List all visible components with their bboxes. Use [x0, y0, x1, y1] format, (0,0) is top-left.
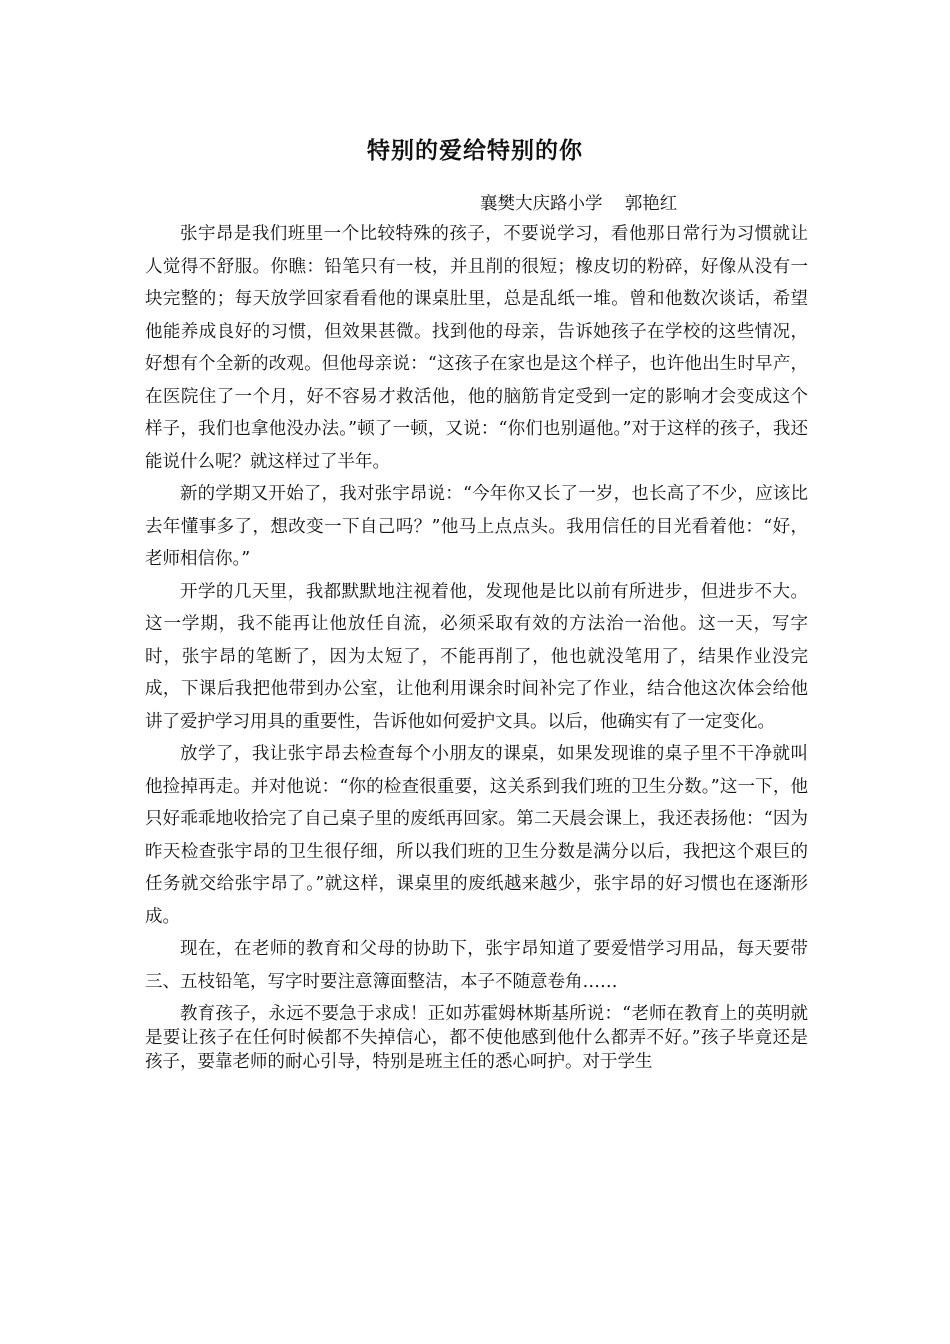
- paragraph: 教育孩子，永远不要急于求成！正如苏霍姆林斯基所说：“老师在教育上的英明就是要让孩子在任何时候都不失掉信心，都不使他感到他什么都弄不好。”孩子毕竟还是孩子，要靠老师的耐心引导，特别是班主任的悉心呵护。对于学生: [145, 1004, 808, 1072]
- paragraph: 放学了，我让张宇昂去检查每个小朋友的课桌，如果发现谁的桌子里不干净就叫他捡掉再走。并对他说：“你的检查很重要，这关系到我们班的卫生分数。”这一下，他只好乖乖地收拾完了自己桌子里的废纸再回家。第二天晨会课上，我还表扬他：“因为昨天检查张宇昂的卫生很仔细，所以我们班的卫生分数是满分以后，我把这个艰巨的任务就交给张宇昂了。”就这样，课桌里的废纸越来越少，张宇昂的好习惯也在逐渐形成。: [145, 744, 808, 927]
- paragraph: 张宇昂是我们班里一个比较特殊的孩子，不要说学习，看他那日常行为习惯就让人觉得不舒服。你瞧：铅笔只有一枝，并且削的很短；橡皮切的粉碎，好像从没有一块完整的；每天放学回家看看他的课桌肚里，总是乱纸一堆。曾和他数次谈话，希望他能养成良好的习惯，但效果甚微。找到他的母亲，告诉她孩子在学校的这些情况，好想有个全新的改观。但他母亲说：“这孩子在家也是这个样子，也许他出生时早产，在医院住了一个月，好不容易才救活他，他的脑筋肯定受到一定的影响才会变成这个样子，我们也拿他没办法。”顿了一顿，又说：“你们也别逼他。”对于这样的孩子，我还能说什么呢？就这样过了半年。: [145, 224, 808, 472]
- paragraph: 新的学期又开始了，我对张宇昂说：“今年你又长了一岁，也长高了不少，应该比去年懂事多了，想改变一下自己吗？”他马上点点头。我用信任的目光看着他：“好，老师相信你。”: [145, 484, 808, 569]
- paragraph: 开学的几天里，我都默默地注视着他，发现他是比以前有所进步，但进步不大。这一学期，我不能再让他放任自流，必须采取有效的方法治一治他。这一天，写字时，张宇昂的笔断了，因为太短了，不能再削了，他也就没笔用了，结果作业没完成，下课后我把他带到办公室，让他利用课余时间补完了作业，结合他这次体会给他讲了爱护学习用具的重要性，告诉他如何爱护文具。以后，他确实有了一定变化。: [145, 581, 808, 732]
- document-title: 特别的爱给特别的你: [367, 138, 583, 164]
- paragraph: 现在，在老师的教育和父母的协助下，张宇昂知道了要爱惜学习用品，每天要带三、五枝铅笔，写字时要注意簿面整洁，本子不随意卷角……: [145, 939, 808, 992]
- article-body: [145, 218, 808, 1074]
- author-byline: 襄樊大庆路小学 郭艳红: [480, 194, 678, 214]
